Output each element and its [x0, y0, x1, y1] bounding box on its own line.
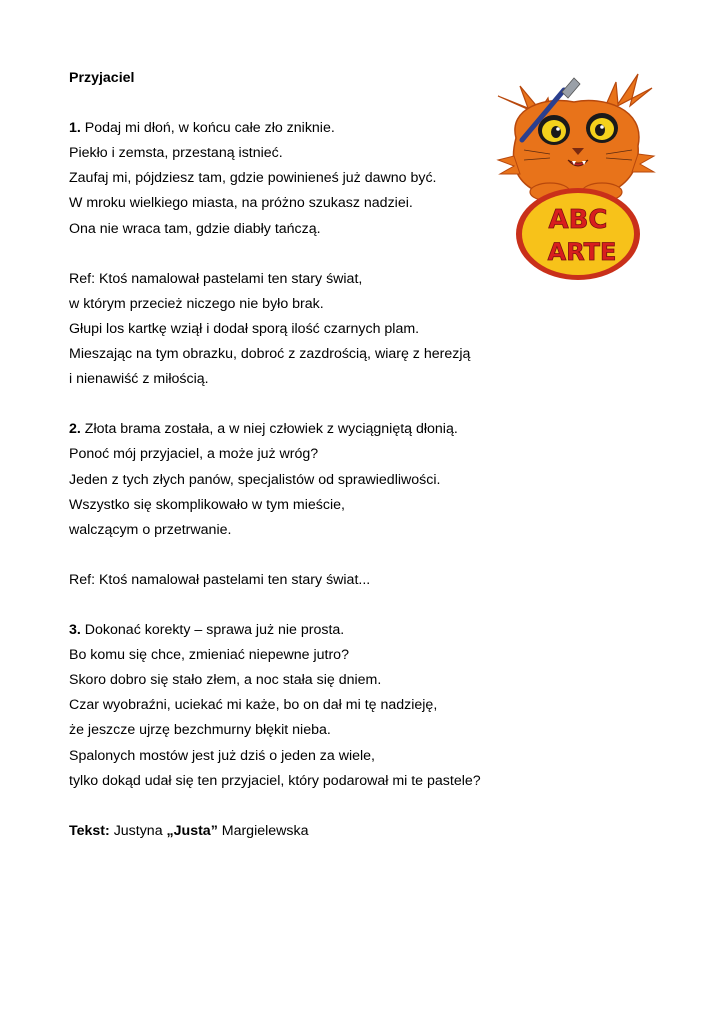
- verse-number: 1.: [69, 120, 81, 137]
- lyrics-text: [69, 66, 509, 844]
- verse-line: Ona nie wraca tam, gdzie diabły tańczą.: [69, 220, 321, 237]
- logo-text-abc: ABC: [548, 205, 608, 235]
- verse-1: [69, 116, 509, 241]
- refrain-line: Ref: Ktoś namalował pastelami ten stary świat,: [69, 270, 363, 287]
- verse-line: tylko dokąd udał się ten przyjaciel, który podarował mi te pastele?: [69, 772, 481, 789]
- credit-nickname: „Justa”: [166, 822, 218, 839]
- spacer: [69, 794, 509, 819]
- verse-line: Skoro dobro się stało złem, a noc stała się dniem.: [69, 672, 382, 689]
- refrain-line: Głupi los kartkę wziął i dodał sporą ilość czarnych plam.: [69, 320, 420, 337]
- credit-label: Tekst:: [69, 822, 110, 839]
- abc-arte-logo: [490, 68, 658, 286]
- spacer: [69, 593, 509, 618]
- spacer: [69, 543, 509, 568]
- verse-line: Piekło i zemsta, przestaną istnieć.: [69, 145, 283, 162]
- verse-number: 3.: [69, 622, 81, 639]
- credit-last-name: Margielewska: [221, 822, 309, 839]
- verse-3: [69, 618, 509, 794]
- verse-line: W mroku wielkiego miasta, na próżno szukasz nadziei.: [69, 195, 413, 212]
- song-title: Przyjaciel: [69, 70, 135, 86]
- verse-number: 2.: [69, 421, 81, 438]
- verse-line: walczącym o przetrwanie.: [69, 521, 232, 538]
- author-credit: [69, 819, 509, 844]
- refrain-line: i nienawiść z miłością.: [69, 371, 209, 388]
- verse-line: 1. Podaj mi dłoń, w końcu całe zło zniknie.: [69, 120, 335, 137]
- verse-line: 2. Złota brama została, a w niej człowiek z wyciągniętą dłonią.: [69, 421, 458, 438]
- verse-line: Jeden z tych złych panów, specjalistów od sprawiedliwości.: [69, 471, 441, 488]
- refrain: [69, 267, 509, 392]
- spacer: [69, 392, 509, 417]
- abc-arte-badge: [516, 188, 640, 280]
- credit-first-name: Justyna: [113, 822, 163, 839]
- spacer: [69, 242, 509, 267]
- spacer: [69, 91, 509, 116]
- logo-text-arte: ARTE: [547, 238, 617, 266]
- verse-line: Zaufaj mi, pójdziesz tam, gdzie powinieneś już dawno być.: [69, 170, 437, 187]
- verse-line: Bo komu się chce, zmieniać niepewne jutro?: [69, 647, 349, 664]
- verse-line: Ponoć mój przyjaciel, a może już wróg?: [69, 446, 319, 463]
- verse-line: Czar wyobraźni, uciekać mi każe, bo on dał mi tę nadzieję,: [69, 697, 438, 714]
- verse-line: że jeszcze ujrzę bezchmurny błękit nieba.: [69, 722, 331, 739]
- refrain-line: Mieszając na tym obrazku, dobroć z zazdrością, wiarę z herezją: [69, 346, 471, 363]
- refrain-line: w którym przecież niczego nie było brak.: [69, 295, 324, 312]
- refrain-short: Ref: Ktoś namalował pastelami ten stary świat...: [69, 571, 371, 588]
- verse-line: Wszystko się skomplikowało w tym mieście,: [69, 496, 345, 513]
- verse-2: [69, 417, 509, 542]
- verse-line: 3. Dokonać korekty – sprawa już nie prosta.: [69, 622, 345, 639]
- verse-line: Spalonych mostów jest już dziś o jeden za wiele,: [69, 747, 375, 764]
